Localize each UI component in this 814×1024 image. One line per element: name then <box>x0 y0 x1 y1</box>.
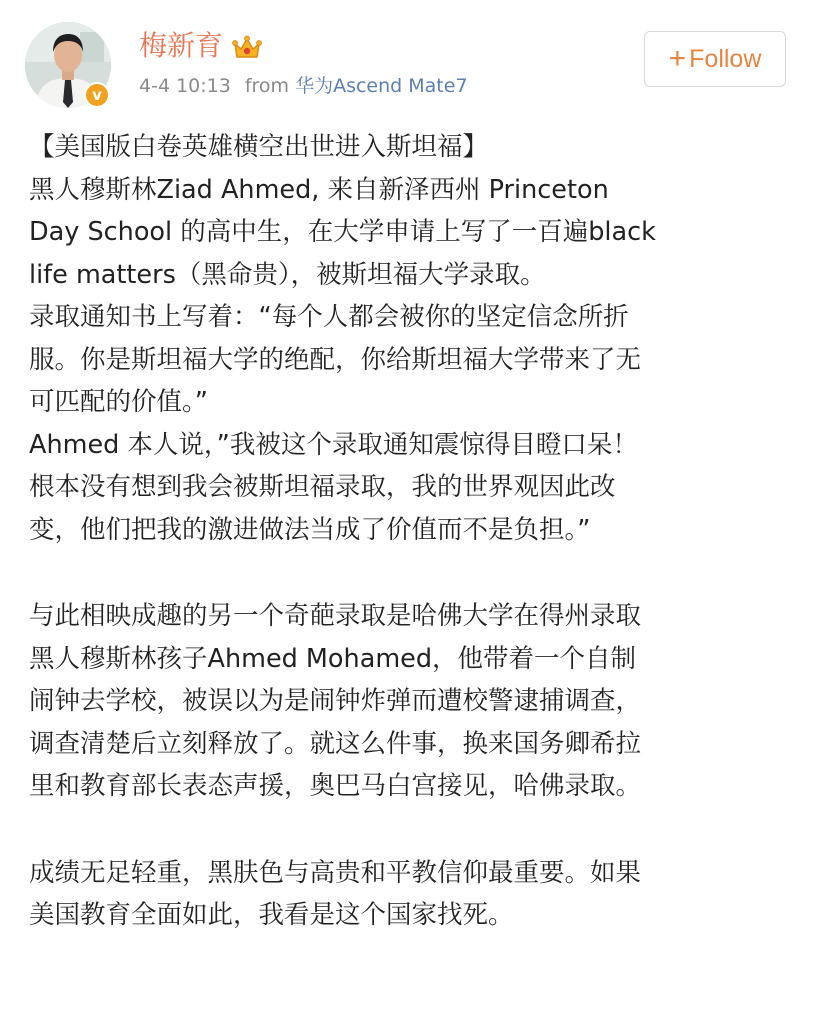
post-line: 与此相映成趣的另一个奇葩录取是哈佛大学在得州录取 <box>29 601 642 631</box>
verified-badge-icon: v <box>84 82 110 108</box>
post-line: 服。你是斯坦福大学的绝配，你给斯坦福大学带来了无 <box>29 344 642 375</box>
post-line: 可匹配的价值。” <box>29 387 208 417</box>
post-line: 录取通知书上写着：“每个人都会被你的坚定信念所折 <box>29 302 629 332</box>
post-line: 里和教育部长表态声援，奥巴马白宫接见，哈佛录取。 <box>29 771 642 801</box>
post-line: 美国教育全面如此，我看是这个国家找死。 <box>29 900 514 930</box>
source-device-link[interactable]: 华为Ascend Mate7 <box>295 75 468 97</box>
crown-icon <box>232 35 262 61</box>
post-line: 【美国版白卷英雄横空出世进入斯坦福】 <box>29 132 489 162</box>
timestamp: 4-4 10:13 <box>139 75 231 97</box>
post-line: Ahmed 本人说，”我被这个录取通知震惊得目瞪口呆！ <box>29 429 638 460</box>
from-label: from <box>244 75 290 97</box>
post-header <box>0 0 814 120</box>
paragraph-spacer <box>29 551 789 595</box>
post-meta <box>139 73 468 99</box>
username[interactable]: 梅新育 <box>139 29 224 62</box>
post-line: 黑人穆斯林孩子Ahmed Mohamed，他带着一个自制 <box>29 643 637 674</box>
post-line: 成绩无足轻重，黑肤色与高贵和平教信仰最重要。如果 <box>29 857 642 888</box>
follow-button[interactable] <box>644 31 786 87</box>
post-line: 闹钟去学校，被误以为是闹钟炸弹而遭校警逮捕调查， <box>29 686 642 716</box>
follow-label: Follow <box>689 44 762 73</box>
post-line: 根本没有想到我会被斯坦福录取，我的世界观因此改 <box>29 472 616 502</box>
post-body <box>29 126 789 937</box>
post-line: 黑人穆斯林Ziad Ahmed, 来自新泽西州 Princeton <box>29 174 609 205</box>
post-line: Day School 的高中生，在大学申请上写了一百遍black <box>29 217 656 247</box>
post-line: 变，他们把我的激进做法当成了价值而不是负担。” <box>29 514 591 545</box>
plus-icon: + <box>668 42 687 75</box>
paragraph-spacer <box>29 808 789 852</box>
post-line: 调查清楚后立刻释放了。就这么件事，换来国务卿希拉 <box>29 728 642 759</box>
post-line: life matters（黑命贵），被斯坦福大学录取。 <box>29 259 546 290</box>
